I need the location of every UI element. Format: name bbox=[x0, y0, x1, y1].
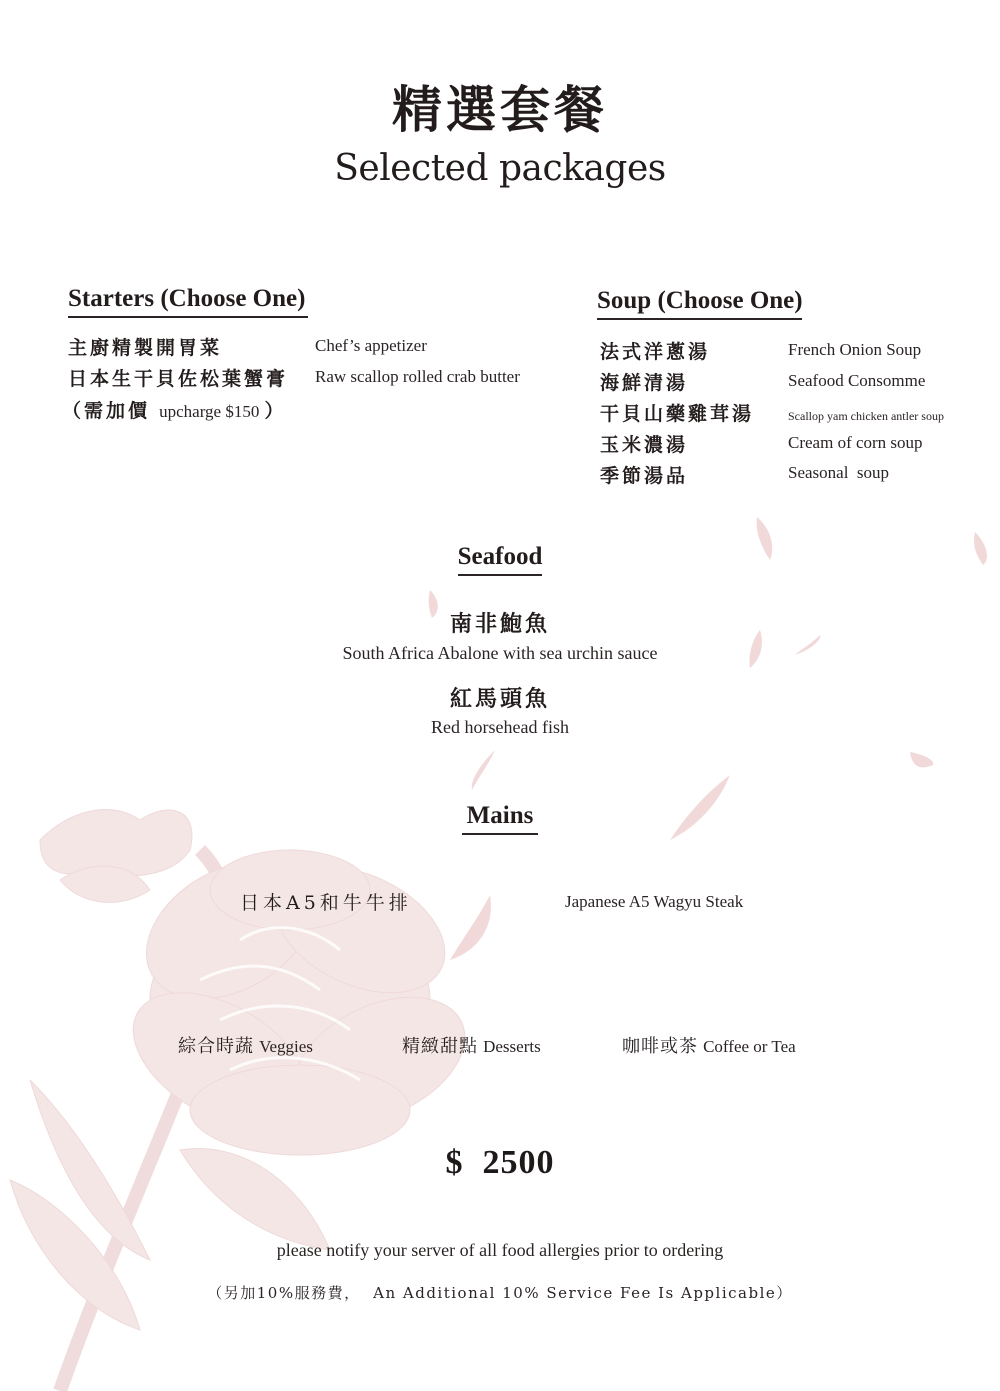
extra-item-cn: 綜合時蔬 bbox=[178, 1036, 254, 1057]
soup-item-en-row bbox=[788, 405, 944, 424]
mains-item bbox=[240, 888, 412, 915]
soup-item bbox=[600, 430, 688, 457]
starter-item bbox=[68, 364, 288, 391]
starters-title: Starters (Choose One) bbox=[68, 285, 308, 318]
extra-item-en: Veggies bbox=[259, 1037, 313, 1056]
seafood-item-en: Red horsehead fish bbox=[431, 717, 569, 737]
seafood-section bbox=[0, 543, 1000, 576]
starter-item-en-row bbox=[315, 367, 520, 387]
extra-item-cn: 咖啡或茶 bbox=[622, 1036, 698, 1057]
soup-item-en: Seafood Consomme bbox=[788, 371, 926, 390]
upcharge-cn: （需加價 bbox=[62, 400, 151, 422]
soup-item-en-row bbox=[788, 433, 923, 453]
seafood-item-en: South Africa Abalone with sea urchin sauce bbox=[342, 643, 658, 663]
extra-item bbox=[178, 1032, 313, 1058]
service-fee-note: （另加10%服務費， An Additional 10% Service Fee Is Applicable） bbox=[207, 1284, 793, 1302]
soup-item-en-row bbox=[788, 463, 889, 483]
soup-item-en: Scallop yam chicken antler soup bbox=[788, 409, 944, 423]
mains-title: Mains bbox=[462, 802, 538, 835]
mains-item-cn: 日本A5和牛牛排 bbox=[240, 892, 412, 914]
seafood-item bbox=[0, 607, 1000, 638]
extra-item bbox=[622, 1032, 796, 1058]
starter-item bbox=[68, 333, 222, 360]
soup-item-en: French Onion Soup bbox=[788, 340, 922, 359]
package-price: $ 2500 bbox=[445, 1144, 555, 1181]
starter-item-cn: 日本生干貝佐松葉蟹膏 bbox=[68, 368, 289, 390]
starter-item-en: Chef’s appetizer bbox=[315, 336, 427, 355]
soup-item-en: Cream of corn soup bbox=[788, 433, 923, 452]
extra-item-en: Desserts bbox=[483, 1037, 541, 1056]
seafood-item-cn: 紅馬頭魚 bbox=[449, 686, 550, 712]
extra-item-cn: 精緻甜點 bbox=[402, 1036, 478, 1057]
soup-item-cn: 干貝山藥雞茸湯 bbox=[600, 403, 755, 425]
page-title-chinese: 精選套餐 bbox=[392, 80, 608, 139]
soup-item-en: Seasonal soup bbox=[788, 463, 890, 482]
soup-item-en-row bbox=[788, 340, 921, 360]
seafood-title: Seafood bbox=[458, 543, 543, 576]
upcharge-note bbox=[62, 396, 286, 423]
soup-item-cn: 海鮮清湯 bbox=[600, 372, 689, 394]
starters-section bbox=[68, 285, 308, 318]
soup-section bbox=[597, 287, 802, 320]
seafood-item-cn: 南非鮑魚 bbox=[449, 611, 550, 637]
soup-item bbox=[600, 337, 710, 364]
mains-section bbox=[0, 802, 1000, 835]
upcharge-en: upcharge $150 bbox=[159, 402, 260, 421]
starter-item-en: Raw scallop rolled crab butter bbox=[315, 367, 520, 386]
starter-item-cn: 主廚精製開胃菜 bbox=[68, 337, 223, 359]
soup-item-en-row bbox=[788, 371, 925, 391]
soup-title: Soup (Choose One) bbox=[597, 287, 802, 320]
soup-item bbox=[600, 399, 754, 426]
soup-item bbox=[600, 461, 688, 488]
soup-item bbox=[600, 368, 688, 395]
seafood-item-en-row bbox=[0, 717, 1000, 738]
soup-item-cn: 法式洋蔥湯 bbox=[600, 341, 711, 363]
extra-item bbox=[402, 1032, 541, 1058]
soup-item-cn: 季節湯品 bbox=[600, 465, 689, 487]
allergy-note: please notify your server of all food allergies prior to ordering bbox=[276, 1240, 724, 1260]
upcharge-close: ） bbox=[264, 400, 287, 422]
mains-item-en-row bbox=[565, 892, 743, 912]
mains-item-en: Japanese A5 Wagyu Steak bbox=[565, 892, 744, 911]
starter-item-en-row bbox=[315, 336, 427, 356]
extra-item-en: Coffee or Tea bbox=[703, 1037, 796, 1056]
seafood-item-en-row bbox=[0, 643, 1000, 664]
page-title-english: Selected packages bbox=[334, 148, 666, 189]
seafood-item bbox=[0, 682, 1000, 713]
soup-item-cn: 玉米濃湯 bbox=[600, 434, 689, 456]
